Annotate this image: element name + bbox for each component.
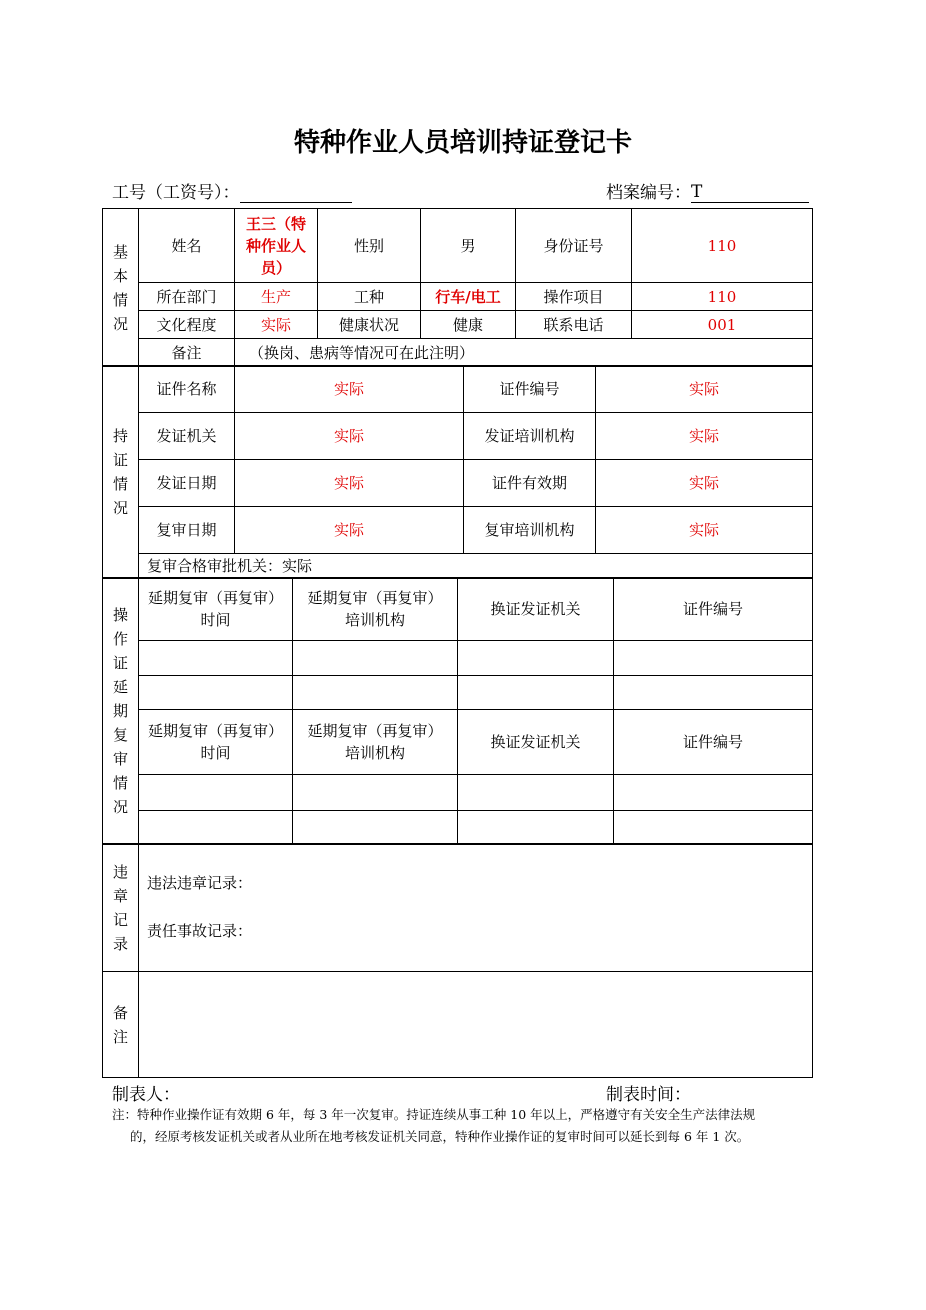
ext-col-trainer-header-2: 延期复审（再复审） 培训机构 <box>293 710 458 775</box>
ext-cell[interactable] <box>293 775 458 811</box>
ext-cell[interactable] <box>458 676 614 710</box>
extension-table <box>102 577 813 845</box>
violation-label: 违法违章记录： <box>147 874 253 892</box>
issue-date-value[interactable]: 实际 <box>235 460 464 507</box>
validity-value[interactable]: 实际 <box>596 460 813 507</box>
edu-label: 文化程度 <box>139 311 235 339</box>
ext-cell[interactable] <box>614 811 813 845</box>
ext-cell[interactable] <box>293 641 458 676</box>
remarks-section-label: 备注 <box>103 972 139 1078</box>
ext-col-issuer-header: 换证发证机关 <box>458 578 614 641</box>
cert-name-value[interactable]: 实际 <box>235 366 464 413</box>
review-trainer-label: 复审培训机构 <box>464 507 596 554</box>
op-value[interactable]: 110 <box>632 283 813 311</box>
phone-value[interactable]: 001 <box>632 311 813 339</box>
trainer-value[interactable]: 实际 <box>596 413 813 460</box>
violation-records[interactable] <box>139 844 813 972</box>
id-label: 身份证号 <box>516 209 632 283</box>
approval-row <box>139 554 813 579</box>
remark-label: 备注 <box>139 339 235 367</box>
ext-cell[interactable] <box>458 775 614 811</box>
violation-section-label: 违章记录 <box>103 844 139 972</box>
ext-cell[interactable] <box>614 641 813 676</box>
review-date-value[interactable]: 实际 <box>235 507 464 554</box>
violation-table <box>102 843 813 972</box>
ext-cell[interactable] <box>139 811 293 845</box>
cert-no-label: 证件编号 <box>464 366 596 413</box>
ext-col-certno-header: 证件编号 <box>614 578 813 641</box>
gender-value[interactable]: 男 <box>421 209 516 283</box>
approval-value[interactable]: 实际 <box>282 557 313 575</box>
health-label: 健康状况 <box>318 311 421 339</box>
footnote <box>112 1104 822 1148</box>
dept-label: 所在部门 <box>139 283 235 311</box>
health-value[interactable]: 健康 <box>421 311 516 339</box>
ext-cell[interactable] <box>458 641 614 676</box>
ext-cell[interactable] <box>293 811 458 845</box>
name-label: 姓名 <box>139 209 235 283</box>
ext-cell[interactable] <box>139 775 293 811</box>
basic-info-table <box>102 208 813 367</box>
work-no-field <box>112 178 352 203</box>
name-value[interactable]: 王三（特种作业人员） <box>235 209 318 283</box>
cert-no-value[interactable]: 实际 <box>596 366 813 413</box>
cert-name-label: 证件名称 <box>139 366 235 413</box>
trade-label: 工种 <box>318 283 421 311</box>
remarks-input[interactable] <box>139 972 813 1078</box>
ext-col-certno-header-2: 证件编号 <box>614 710 813 775</box>
ext-cell[interactable] <box>293 676 458 710</box>
time-label: 制表时间： <box>606 1085 691 1105</box>
ext-cell[interactable] <box>458 811 614 845</box>
approval-label: 复审合格审批机关： <box>147 557 283 575</box>
issuer-label: 发证机关 <box>139 413 235 460</box>
extension-section-label: 操作证延期复审情况 <box>103 578 139 845</box>
file-no-label: 档案编号： <box>606 183 691 203</box>
work-no-label: 工号（工资号）： <box>112 183 240 203</box>
gender-label: 性别 <box>318 209 421 283</box>
ext-cell[interactable] <box>139 676 293 710</box>
issue-date-label: 发证日期 <box>139 460 235 507</box>
id-value[interactable]: 110 <box>632 209 813 283</box>
dept-value[interactable]: 生产 <box>235 283 318 311</box>
ext-cell[interactable] <box>139 641 293 676</box>
work-no-input[interactable] <box>240 202 352 203</box>
footnote-line-1: 注：特种作业操作证有效期 6 年，每 3 年一次复审。持证连续从事工种 10 年以上，严格遵守有关安全生产法律法规 <box>112 1107 756 1122</box>
ext-col-time-header: 延期复审（再复审） 时间 <box>139 578 293 641</box>
edu-value[interactable]: 实际 <box>235 311 318 339</box>
cert-section-label: 持证情况 <box>103 366 139 579</box>
maker-label: 制表人： <box>112 1085 180 1105</box>
op-label: 操作项目 <box>516 283 632 311</box>
validity-label: 证件有效期 <box>464 460 596 507</box>
file-no-field <box>606 178 809 203</box>
accident-label: 责任事故记录： <box>147 922 253 940</box>
remark-value[interactable]: （换岗、患病等情况可在此注明） <box>235 339 813 367</box>
issuer-value[interactable]: 实际 <box>235 413 464 460</box>
review-trainer-value[interactable]: 实际 <box>596 507 813 554</box>
review-date-label: 复审日期 <box>139 507 235 554</box>
remarks-table <box>102 971 813 1078</box>
trainer-label: 发证培训机构 <box>464 413 596 460</box>
ext-cell[interactable] <box>614 676 813 710</box>
ext-cell[interactable] <box>614 775 813 811</box>
ext-col-issuer-header-2: 换证发证机关 <box>458 710 614 775</box>
page-title: 特种作业人员培训持证登记卡 <box>293 128 632 158</box>
ext-col-trainer-header: 延期复审（再复审） 培训机构 <box>293 578 458 641</box>
cert-table <box>102 365 813 579</box>
ext-col-time-header-2: 延期复审（再复审） 时间 <box>139 710 293 775</box>
file-no-input[interactable]: T <box>691 182 809 203</box>
footnote-line-2: 的，经原考核发证机关或者从业所在地考核发证机关同意，特种作业操作证的复审时间可以延长到每 6 年 1 次。 <box>130 1129 750 1144</box>
phone-label: 联系电话 <box>516 311 632 339</box>
trade-value[interactable]: 行车/电工 <box>421 283 516 311</box>
basic-section-label: 基本情况 <box>103 209 139 367</box>
